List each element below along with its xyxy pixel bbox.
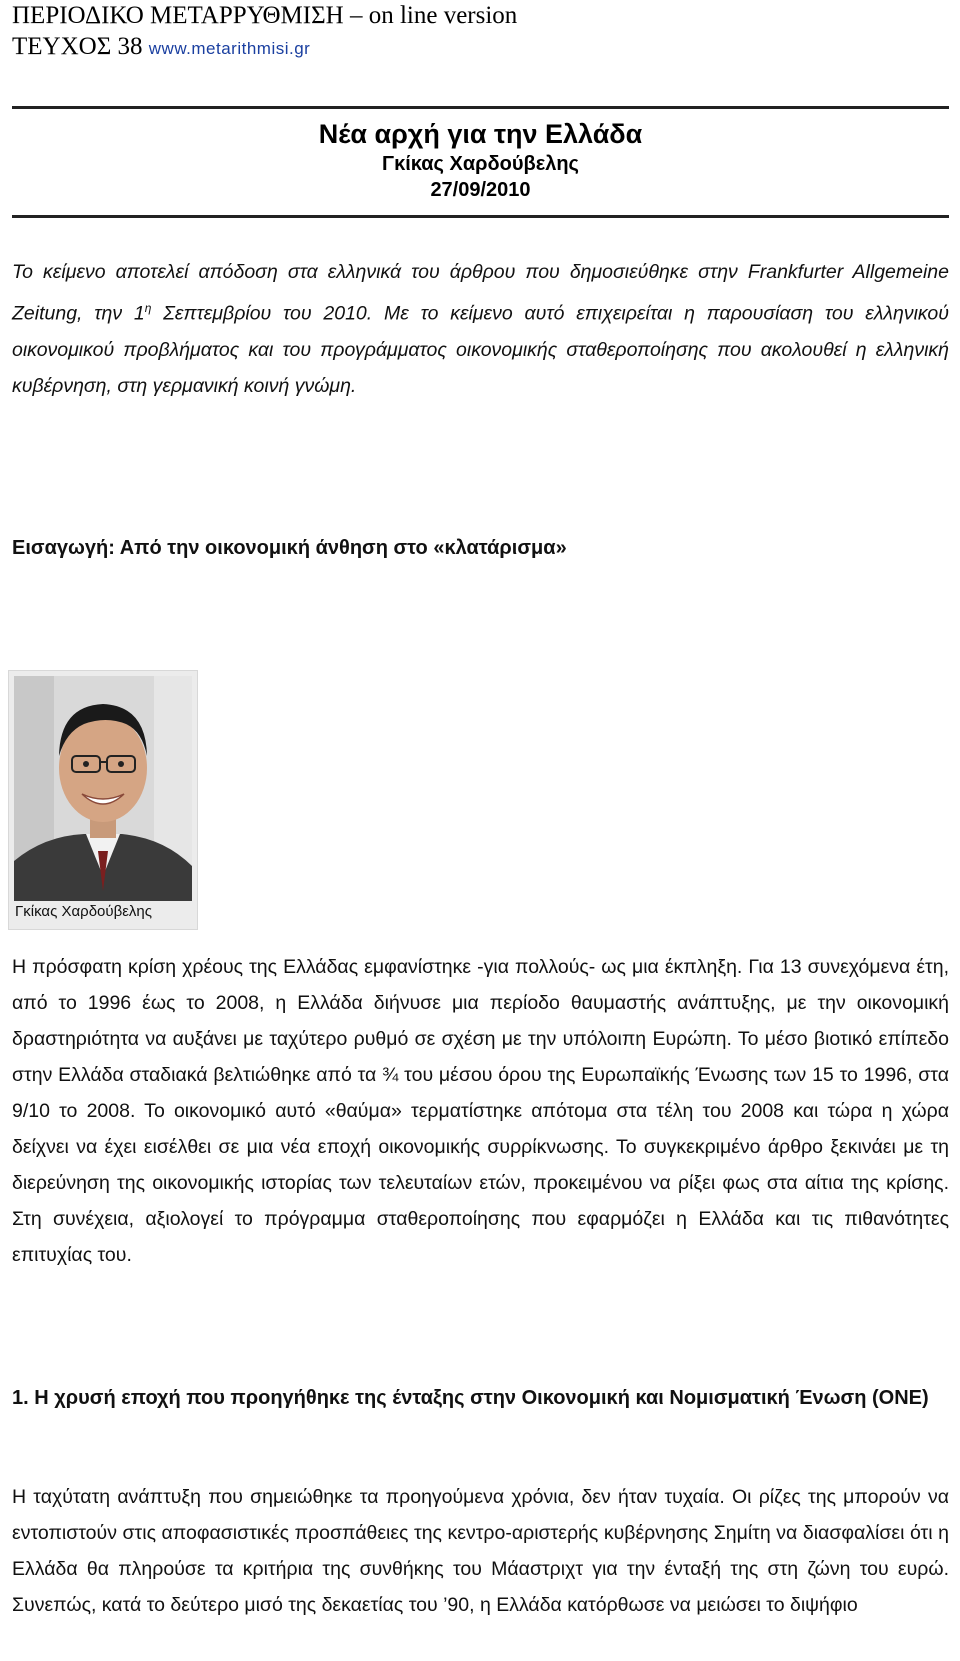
article-title: Νέα αρχή για την Ελλάδα <box>318 119 643 149</box>
abstract-text-start: Το κείμενο αποτελεί απόδοση στα ελληνικά του άρθρου που δημοσιεύθηκε στην Frankfurter Allgemeine Zeitung, την 1 <box>12 261 949 325</box>
photo-caption: Γκίκας Χαρδούβελης <box>15 903 152 920</box>
intro-paragraph: Η πρόσφατη κρίση χρέους της Ελλάδας εμφανίστηκε -για πολλούς- ως μια έκπληξη. Για 13 συνεχόμενα έτη, από το 1996 έως το 2008, η Ελλάδα διήνυσε μια περίοδο θαυμαστής ανάπτυξης, με την οικονομική δραστηριότητα να αυξάνει με ταχύτερο ρυθμό σε σχέση με την υπόλοιπη Ευρώπη. Το μέσο βιοτικό επίπεδο στην Ελλάδα σταδιακά βελτιώθηκε από τα ¾ του μέσου όρου της Ευρωπαϊκής Ένωσης των 15 το 1996, στα 9/10 το 2008. Το οικονομικό αυτό «θαύμα» τερματίστηκε απότομα στα τέλη του 2008 και τώρα η χώρα δείχνει να έχει εισέλθει σε μια νέα εποχή οικονομικής συρρίκνωσης. Το συγκεκριμένο άρθρο ξεκινάει με τη διερεύνηση της οικονομικής ιστορίας των τελευταίων ετών, προκειμένου να ρίξει φως στα αίτια της κρίσης. Στη συνέχεια, αξιολογεί το πρόγραμμα σταθεροποίησης που εφαρμόζει η Ελλάδα και τις πιθανότητες επιτυχίας του. <box>12 956 949 1266</box>
website-link[interactable]: www.metarithmisi.gr <box>148 39 311 58</box>
author-photo <box>8 670 198 930</box>
masthead <box>12 0 517 64</box>
bottom-divider <box>12 215 949 218</box>
journal-name: ΠΕΡΙΟΔΙΚΟ ΜΕΤΑΡΡΥΘΜΙΣΗ – on line version <box>12 2 518 29</box>
issue-line <box>12 31 517 64</box>
issue-number: ΤΕΥΧΟΣ 38 <box>12 33 143 60</box>
abstract-text-end: Σεπτεμβρίου του 2010. Με το κείμενο αυτό επιχειρείται η παρουσίαση του ελληνικού οικονομικού προβλήματος και του προγράμματος οικονομικής σταθεροποίησης που ακολουθεί η ελληνική κυβέρνηση, στη γερμανική κοινή γνώμη. <box>12 302 949 397</box>
section1-heading: 1. Η χρυσή εποχή που προηγήθηκε της ένταξης στην Οικονομική και Νομισματική Ένωση (ΟΝΕ) <box>12 1387 929 1409</box>
section1-paragraph: Η ταχύτατη ανάπτυξη που σημειώθηκε τα προηγούμενα χρόνια, δεν ήταν τυχαία. Οι ρίζες της μπορούν να εντοπιστούν στις αποφασιστικές προσπάθειες της κεντρο-αριστερής κυβέρνησης Σημίτη να διασφαλίσει ότι η Ελλάδα θα πληρούσε τα κριτήρια της συνθήκης του Μάαστριχτ για την ένταξή της στη ζώνη του ευρώ. Συνεπώς, κατά το δεύτερο μισό της δεκαετίας του ’90, η Ελλάδα κατόρθωσε να μειώσει το διψήφιο <box>12 1486 949 1616</box>
author-portrait-image <box>14 676 192 901</box>
top-divider <box>12 106 949 109</box>
article-header <box>12 117 949 203</box>
article-date: 27/09/2010 <box>430 179 531 201</box>
abstract-superscript: η <box>144 301 152 315</box>
abstract-paragraph <box>12 254 949 404</box>
intro-heading: Εισαγωγή: Από την οικονομική άνθηση στο «κλατάρισμα» <box>12 537 567 559</box>
article-author: Γκίκας Χαρδούβελης <box>382 153 579 175</box>
